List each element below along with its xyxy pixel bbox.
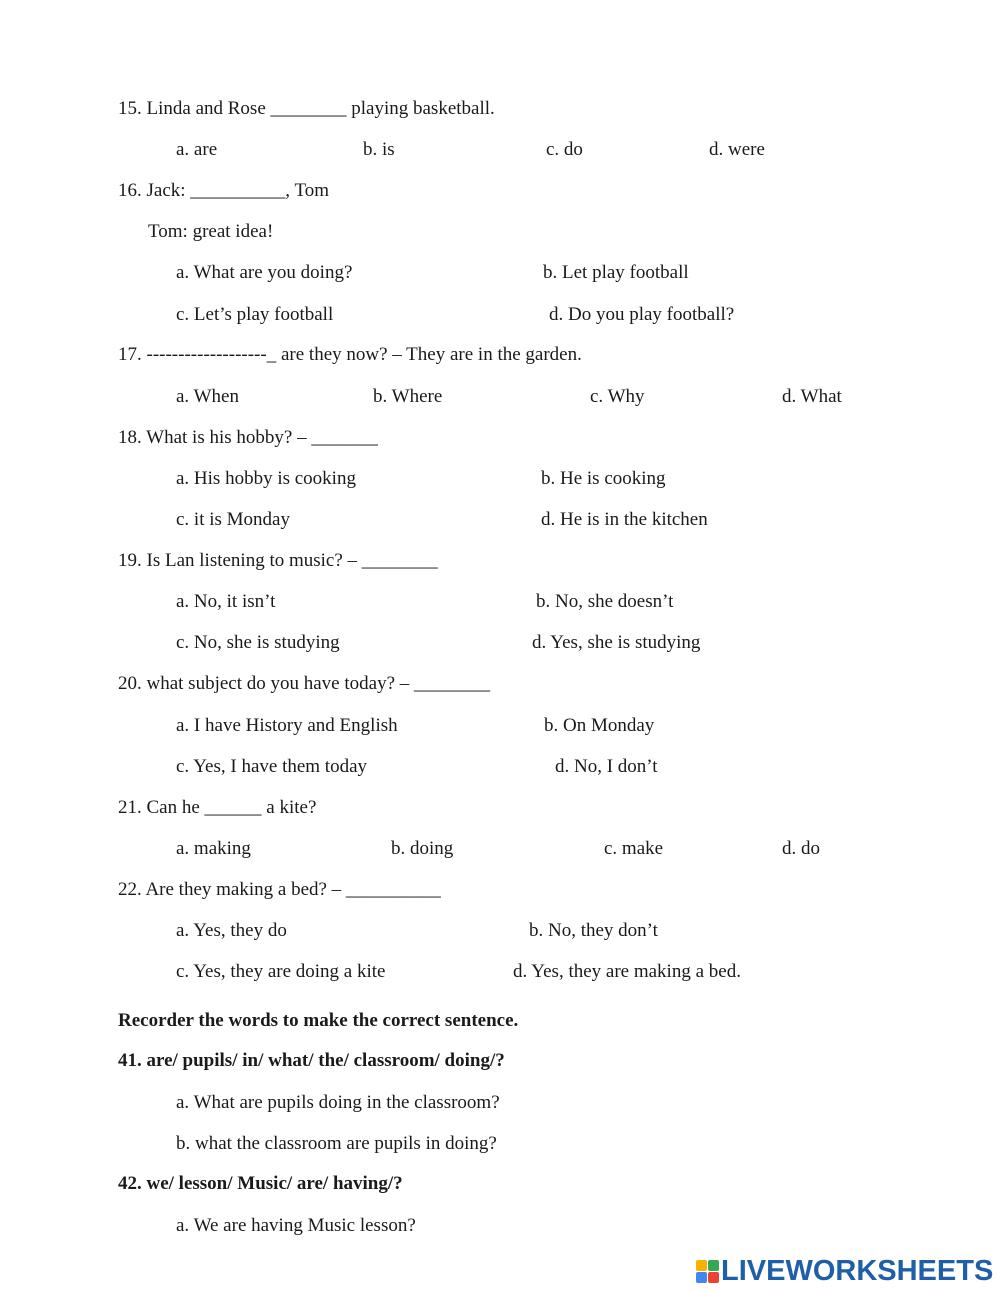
question-15-stem: 15. Linda and Rose ________ playing basketball. [118, 98, 495, 119]
q18-option-a[interactable]: a. His hobby is cooking [176, 468, 356, 489]
q18-option-c[interactable]: c. it is Monday [176, 509, 290, 530]
q18-option-b[interactable]: b. He is cooking [541, 468, 666, 489]
q17-option-b[interactable]: b. Where [373, 386, 443, 407]
q17-option-c[interactable]: c. Why [590, 386, 645, 407]
question-42-stem: 42. we/ lesson/ Music/ are/ having/? [118, 1173, 403, 1194]
q42-option-a[interactable]: a. We are having Music lesson? [176, 1215, 416, 1236]
q41-option-b[interactable]: b. what the classroom are pupils in doing? [176, 1133, 497, 1154]
q41-option-a[interactable]: a. What are pupils doing in the classroom? [176, 1092, 500, 1113]
logo-mark-icon [696, 1260, 719, 1283]
q15-option-d[interactable]: d. were [709, 139, 765, 160]
q22-option-b[interactable]: b. No, they don’t [529, 920, 658, 941]
section-heading: Recorder the words to make the correct sentence. [118, 1010, 519, 1031]
question-18-stem: 18. What is his hobby? – _______ [118, 427, 378, 448]
q17-option-a[interactable]: a. When [176, 386, 239, 407]
logo-mark-square [708, 1272, 719, 1283]
q19-option-a[interactable]: a. No, it isn’t [176, 591, 276, 612]
logo-text: LIVEWORKSHEETS [721, 1254, 994, 1287]
q16-option-c[interactable]: c. Let’s play football [176, 304, 334, 325]
q20-option-b[interactable]: b. On Monday [544, 715, 655, 736]
q15-option-a[interactable]: a. are [176, 139, 218, 160]
q21-option-d[interactable]: d. do [782, 838, 820, 859]
q20-option-c[interactable]: c. Yes, I have them today [176, 756, 368, 777]
q18-option-d[interactable]: d. He is in the kitchen [541, 509, 708, 530]
question-17-stem: 17. -------------------_ are they now? – They are in the garden. [118, 344, 582, 365]
q15-option-b[interactable]: b. is [363, 139, 395, 160]
question-21-stem: 21. Can he ______ a kite? [118, 797, 317, 818]
question-20-stem: 20. what subject do you have today? – ________ [118, 673, 491, 694]
question-41-stem: 41. are/ pupils/ in/ what/ the/ classroom/ doing/? [118, 1050, 505, 1071]
q15-option-c[interactable]: c. do [546, 139, 583, 160]
q19-option-b[interactable]: b. No, she doesn’t [536, 591, 674, 612]
q20-option-d[interactable]: d. No, I don’t [555, 756, 658, 777]
q16-option-a[interactable]: a. What are you doing? [176, 262, 353, 283]
q16-option-d[interactable]: d. Do you play football? [549, 304, 735, 325]
q22-option-d[interactable]: d. Yes, they are making a bed. [513, 961, 741, 982]
q16-option-b[interactable]: b. Let play football [543, 262, 689, 283]
q21-option-b[interactable]: b. doing [391, 838, 454, 859]
liveworksheets-logo[interactable] [696, 1255, 993, 1287]
question-19-stem: 19. Is Lan listening to music? – ________ [118, 550, 438, 571]
q21-option-c[interactable]: c. make [604, 838, 664, 859]
q22-option-c[interactable]: c. Yes, they are doing a kite [176, 961, 386, 982]
q19-option-c[interactable]: c. No, she is studying [176, 632, 340, 653]
question-16-stem: 16. Jack: __________, Tom [118, 180, 330, 201]
question-16-reply: Tom: great idea! [148, 221, 274, 242]
q22-option-a[interactable]: a. Yes, they do [176, 920, 287, 941]
logo-mark-square [708, 1260, 719, 1271]
q20-option-a[interactable]: a. I have History and English [176, 715, 398, 736]
question-22-stem: 22. Are they making a bed? – __________ [118, 879, 441, 900]
logo-mark-square [696, 1272, 707, 1283]
q19-option-d[interactable]: d. Yes, she is studying [532, 632, 701, 653]
q21-option-a[interactable]: a. making [176, 838, 251, 859]
logo-mark-square [696, 1260, 707, 1271]
q17-option-d[interactable]: d. What [782, 386, 842, 407]
